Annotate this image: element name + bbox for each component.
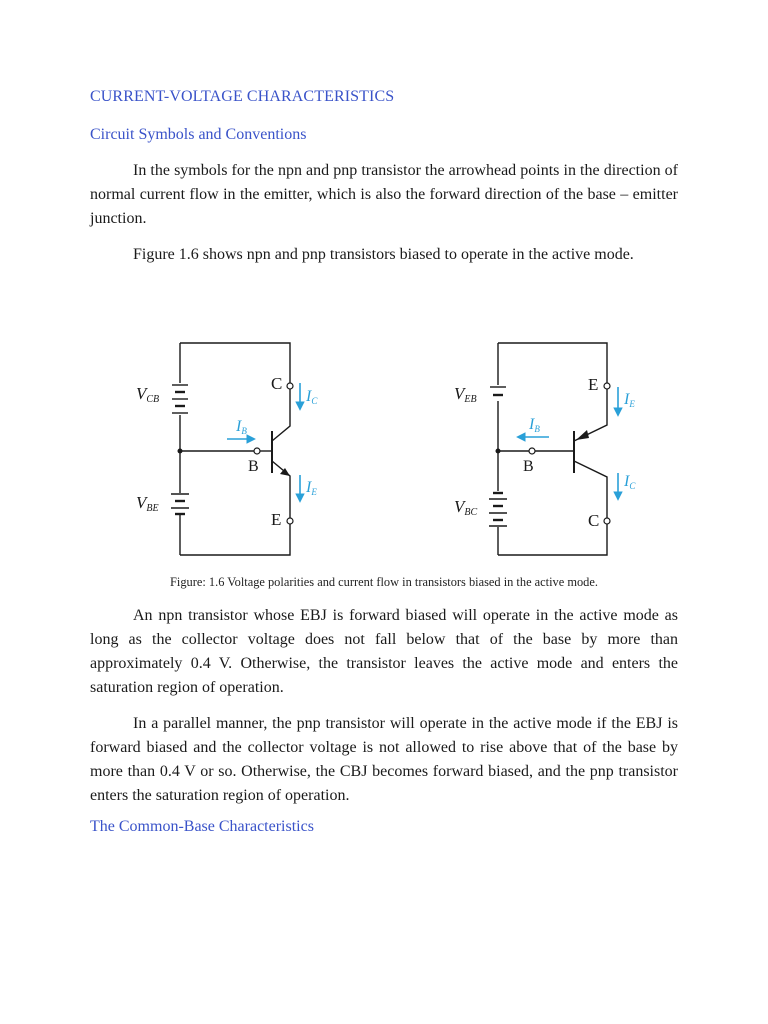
pnp-ie-label: IE (624, 391, 635, 409)
pnp-emitter-terminal (604, 383, 610, 389)
npn-ib-label: IB (236, 418, 247, 436)
npn-base-label: B (248, 458, 259, 475)
npn-base-terminal (254, 448, 260, 454)
pnp-veb-label: VEB (454, 384, 477, 405)
npn-vbe-label: VBE (136, 493, 159, 514)
pnp-collector-label: C (588, 511, 600, 530)
figure-caption: Figure: 1.6 Voltage polarities and current flow in transistors biased in the active mode. (170, 575, 598, 589)
npn-emitter-label: E (271, 510, 282, 529)
npn-vcb-label: VCB (136, 384, 160, 405)
pnp-emitter-arrowhead (576, 430, 589, 440)
battery-vcb (172, 385, 188, 413)
pnp-ib-label: IB (529, 416, 540, 434)
npn-emitter-terminal (287, 518, 293, 524)
pnp-ic-label: IC (624, 473, 636, 491)
figure-transistor-circuits (124, 333, 644, 565)
subsection-heading-common-base: The Common-Base Characteristics (90, 818, 314, 835)
pnp-base-terminal (529, 448, 535, 454)
npn-collector-label: C (271, 374, 283, 393)
pnp-emitter-label: E (588, 375, 599, 394)
pnp-collector-terminal (604, 518, 610, 524)
section-heading: CURRENT-VOLTAGE CHARACTERISTICS (90, 88, 395, 105)
pnp-base-label: B (523, 458, 534, 475)
npn-junction-dot (178, 449, 183, 454)
battery-vbe (171, 494, 189, 514)
circuit-diagram (124, 333, 644, 565)
npn-ic-label: IC (306, 388, 318, 406)
pnp-vbc-label: VBC (454, 497, 478, 518)
paragraph-arrowhead: In the symbols for the npn and pnp transistor the arrowhead points in the direction of normal current flow in the emitter, which is also the forward direction of the base – emitter junction. (90, 162, 678, 227)
npn-ie-label: IE (306, 479, 317, 497)
battery-vbc (489, 493, 507, 526)
subsection-heading-circuit-symbols: Circuit Symbols and Conventions (90, 126, 307, 143)
paragraph-pnp-active-mode: In a parallel manner, the pnp transistor will operate in the active mode if the EBJ is forward biased and the collector voltage is not allowed to rise above that of the base by more than 0.4 V or so. Otherwise, the CBJ becomes forward biased, and the pnp transistor enters the saturation region of operation. (90, 715, 678, 804)
paragraph-figure-ref: Figure 1.6 shows npn and pnp transistors biased to operate in the active mode. (133, 246, 634, 263)
npn-collector-terminal (287, 383, 293, 389)
paragraph-npn-active-mode: An npn transistor whose EBJ is forward biased will operate in the active mode as long as the collector voltage does not fall below that of the base by more than approximately 0.4 V. Otherwise, the transistor leaves the active mode and enters the saturation region of operation. (90, 607, 678, 696)
pnp-junction-dot (496, 449, 501, 454)
battery-veb (490, 387, 506, 395)
